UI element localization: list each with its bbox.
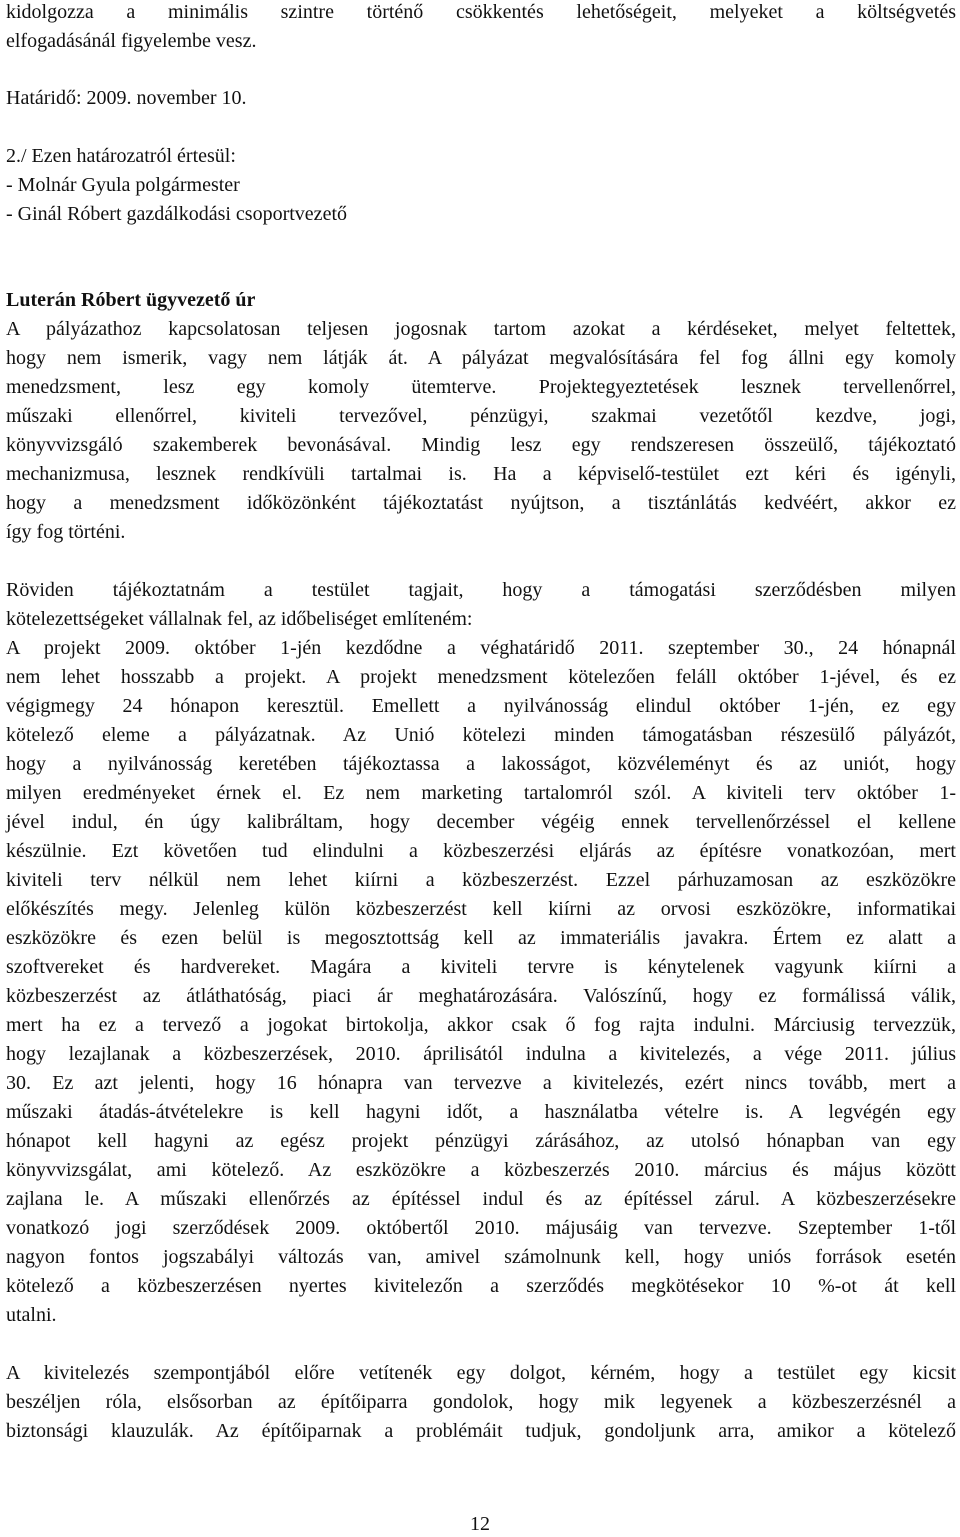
para2-line: hogy a nyilvánosság keretében tájékoztassa a lakosságot, közvéleményt és az uniót, hogy: [6, 753, 956, 775]
para1-line: könyvvizsgáló szakemberek bevonásával. Mindig lesz egy rendszeresen összeülő, tájékoztató: [6, 434, 956, 456]
para2-line: milyen eredményeket érnek el. Ez nem marketing tartalomról szól. A kiviteli terv október 1-: [6, 782, 956, 804]
deadline: Határidő: 2009. november 10.: [6, 87, 247, 109]
para2-line: zajlana le. A műszaki ellenőrzés az építéssel indul és az építéssel zárul. A közbeszerzésekre: [6, 1188, 956, 1210]
para1-line: így fog történi.: [6, 521, 126, 543]
notify-item: - Molnár Gyula polgármester: [6, 174, 240, 196]
para2-line: készülnie. Ezt követően tud elindulni a közbeszerzési eljárás az építésre vonatkozóan, mert: [6, 840, 956, 862]
para2-line: A projekt 2009. október 1-jén kezdődne a véghatáridő 2011. szeptember 30., 24 hónapnál: [6, 637, 956, 659]
para2-line: közbeszerzést az átláthatóság, piaci ár meghatározására. Valószínű, hogy ez formálissá válik,: [6, 985, 956, 1007]
para2-line: könyvvizsgálat, ami kötelező. Az eszközökre a közbeszerzés 2010. március és május között: [6, 1159, 956, 1181]
para2-line: kötelező a közbeszerzésen nyertes kivitelezőn a szerződés megkötésekor 10 %-ot át kell: [6, 1275, 956, 1297]
para3-line: biztonsági klauzulák. Az építőiparnak a problémáit tudjuk, gondoljunk arra, amikor a kötelező: [6, 1420, 956, 1442]
para2-line: hónapot kell hagyni az egész projekt pénzügyi zárásához, az utolsó hónapban van egy: [6, 1130, 956, 1152]
para2-line: jével indul, én úgy kalibráltam, hogy december végéig ennek tervellenőrzéssel el kellene: [6, 811, 956, 833]
para1-line: hogy nem ismerik, vagy nem látják át. A pályázat megvalósítására fel fog állni egy komoly: [6, 347, 956, 369]
para2-line: vonatkozó jogi szerződések 2009. októbertől 2010. májusáig van tervezve. Szeptember 1-től: [6, 1217, 956, 1239]
para2-line: hogy lezajlanak a közbeszerzések, 2010. áprilisától indulna a kivitelezés, a vége 2011. július: [6, 1043, 956, 1065]
intro-line: kidolgozza a minimális szintre történő csökkentés lehetőségeit, melyeket a költségvetés: [6, 1, 956, 23]
para2-line: eszközökre és ezen belül is megosztottság kell az immateriális javakra. Értem ez alatt a: [6, 927, 956, 949]
para2-line: végigmegy 24 hónapon keresztül. Emellett a nyilvánosság elindul október 1-jén, ez egy: [6, 695, 956, 717]
intro-line: elfogadásánál figyelembe vesz.: [6, 30, 257, 52]
para1-line: hogy a menedzsment időközönként tájékoztatást nyújtson, a tisztánlátás kedvéért, akkor ez: [6, 492, 956, 514]
para2-line: mert ha ez a tervező a jogokat birtokolja, akkor csak ő fog rajta indulni. Márciusig tervezzük,: [6, 1014, 956, 1036]
para2-line: kötelező eleme a pályázatnak. Az Unió kötelezi minden támogatásban részesülő pályázót,: [6, 724, 956, 746]
para1-line: A pályázathoz kapcsolatosan teljesen jogosnak tartom azokat a kérdéseket, melyet feltettek,: [6, 318, 956, 340]
para2-line: Röviden tájékoztatnám a testület tagjait, hogy a támogatási szerződésben milyen: [6, 579, 956, 601]
para2-line: nem lehet hosszabb a projekt. A projekt menedzsment kötelezően feláll október 1-jével, és ez: [6, 666, 956, 688]
notify-item: - Ginál Róbert gazdálkodási csoportvezető: [6, 203, 347, 225]
para2-line: kötelezettségeket vállalnak fel, az időbeliséget említeném:: [6, 608, 473, 630]
para2-line: előkészítés megy. Jelenleg külön közbeszerzést kell kiírni az orvosi eszközökre, informatikai: [6, 898, 956, 920]
para2-line: utalni.: [6, 1304, 57, 1326]
para2-line: kiviteli terv nélkül nem lehet kiírni a közbeszerzést. Ezzel párhuzamosan az eszközökre: [6, 869, 956, 891]
para1-line: menedzsment, lesz egy komoly ütemterve. Projektegyeztetések lesznek tervellenőrrel,: [6, 376, 956, 398]
para2-line: műszaki átadás-átvételekre is kell hagyni időt, a használatba vételre is. A legvégén egy: [6, 1101, 956, 1123]
para1-line: műszaki ellenőrrel, kiviteli tervezővel, pénzügyi, szakmai vezetőtől kezdve, jogi,: [6, 405, 956, 427]
notify-heading: 2./ Ezen határozatról értesül:: [6, 145, 236, 167]
para3-line: A kivitelezés szempontjából előre vetítenék egy dolgot, kérném, hogy a testület egy kicsit: [6, 1362, 956, 1384]
page-number: 12: [470, 1513, 490, 1535]
para2-line: szoftvereket és hardvereket. Magára a kiviteli tervre is kénytelenek vagyunk kiírni a: [6, 956, 956, 978]
para1-line: mechanizmusa, lesznek rendkívüli tartalmai is. Ha a képviselő-testület ezt kéri és igényli,: [6, 463, 956, 485]
para2-line: 30. Ez azt jelenti, hogy 16 hónapra van tervezve a kivitelezés, ezért nincs tovább, mert a: [6, 1072, 956, 1094]
para2-line: nagyon fontos jogszabályi változás van, amivel számolnunk kell, hogy uniós források esetén: [6, 1246, 956, 1268]
para3-line: beszéljen róla, elsősorban az építőiparra gondolok, hogy mik legyenek a közbeszerzésnél a: [6, 1391, 956, 1413]
speaker-name: Luterán Róbert ügyvezető úr: [6, 289, 256, 311]
